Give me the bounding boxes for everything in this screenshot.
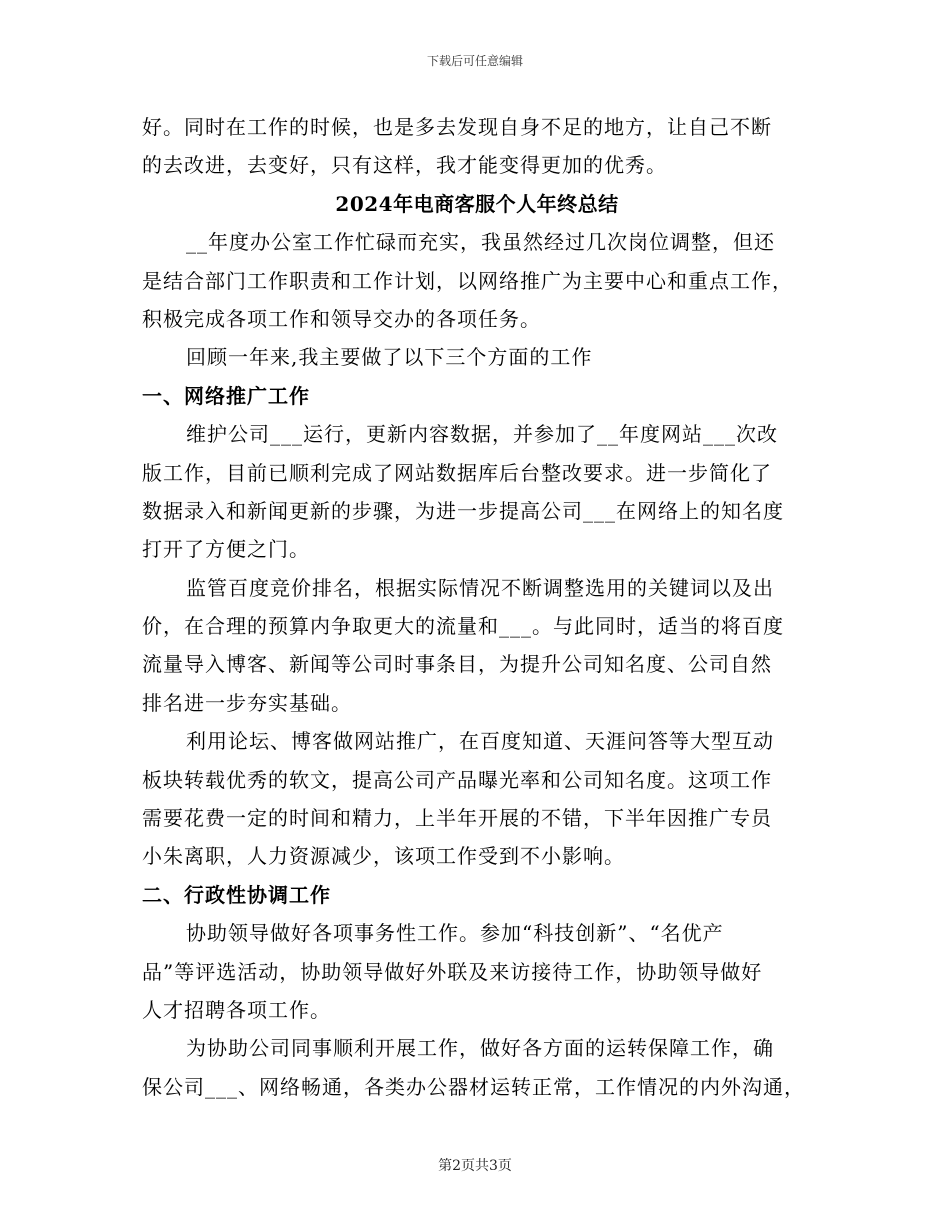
body-line: 版工作，目前已顺利完成了网站数据库后台整改要求。进一步简化了 [142,460,772,485]
body-line: 需要花费一定的时间和精力，上半年开展的不错，下半年因推广专员 [142,806,772,831]
body-line: 数据录入和新闻更新的步骤，为进一步提高公司___在网络上的知名度 [142,498,784,523]
body-line: 积极完成各项工作和领导交办的各项任务。 [142,306,541,331]
section-heading: 二、行政性协调工作 [142,882,331,907]
page-number-footer: 第2页共3页 [438,1158,512,1174]
paragraph-start: 为协助公司同事顺利开展工作，做好各方面的运转保障工作，确 [186,1036,774,1061]
paragraph-start: __年度办公室工作忙碌而充实，我虽然经过几次岗位调整，但还 [186,230,775,255]
body-line: 的去改进，去变好，只有这样，我才能变得更加的优秀。 [142,153,667,178]
paragraph-start: 协助领导做好各项事务性工作。参加“科技创新”、“名优产 [186,921,724,946]
paragraph-start: 监管百度竞价排名，根据实际情况不断调整选用的关键词以及出 [186,575,774,600]
section-heading: 一、网络推广工作 [142,383,310,408]
body-line: 好。同时在工作的时候，也是多去发现自身不足的地方，让自己不断 [142,115,772,139]
body-line: 打开了方便之门。 [142,537,310,562]
document-body [142,108,812,1106]
body-line: 品”等评选活动，协助领导做好外联及来访接待工作，协助领导做好 [142,959,763,984]
body-line: 人才招聘各项工作。 [142,997,331,1022]
body-line: 流量导入博客、新闻等公司时事条目，为提升公司知名度、公司自然 [142,652,772,677]
paragraph-start: 维护公司___运行，更新内容数据，并参加了__年度网站___次改 [186,422,778,447]
paragraph-start: 利用论坛、博客做网站推广，在百度知道、天涯问答等大型互动 [186,729,774,754]
body-line: 排名进一步夯实基础。 [142,690,352,715]
paragraph-start: 回顾一年来,我主要做了以下三个方面的工作 [186,345,593,370]
body-line: 价，在合理的预算内争取更大的流量和___。与此同时，适当的将百度 [142,614,784,639]
body-line: 是结合部门工作职责和工作计划，以网络推广为主要中心和重点工作， [142,268,793,293]
document-title: 2024年电商客服个人年终总结 [335,191,619,216]
body-line: 板块转载优秀的软文，提高公司产品曝光率和公司知名度。这项工作 [142,767,772,792]
page-header: 下载后可任意编辑 [426,54,523,68]
body-line: 保公司___、网络畅通，各类办公器材运转正常，工作情况的内外沟通， [142,1074,805,1099]
body-line: 小朱离职，人力资源减少，该项工作受到不小影响。 [142,844,625,869]
